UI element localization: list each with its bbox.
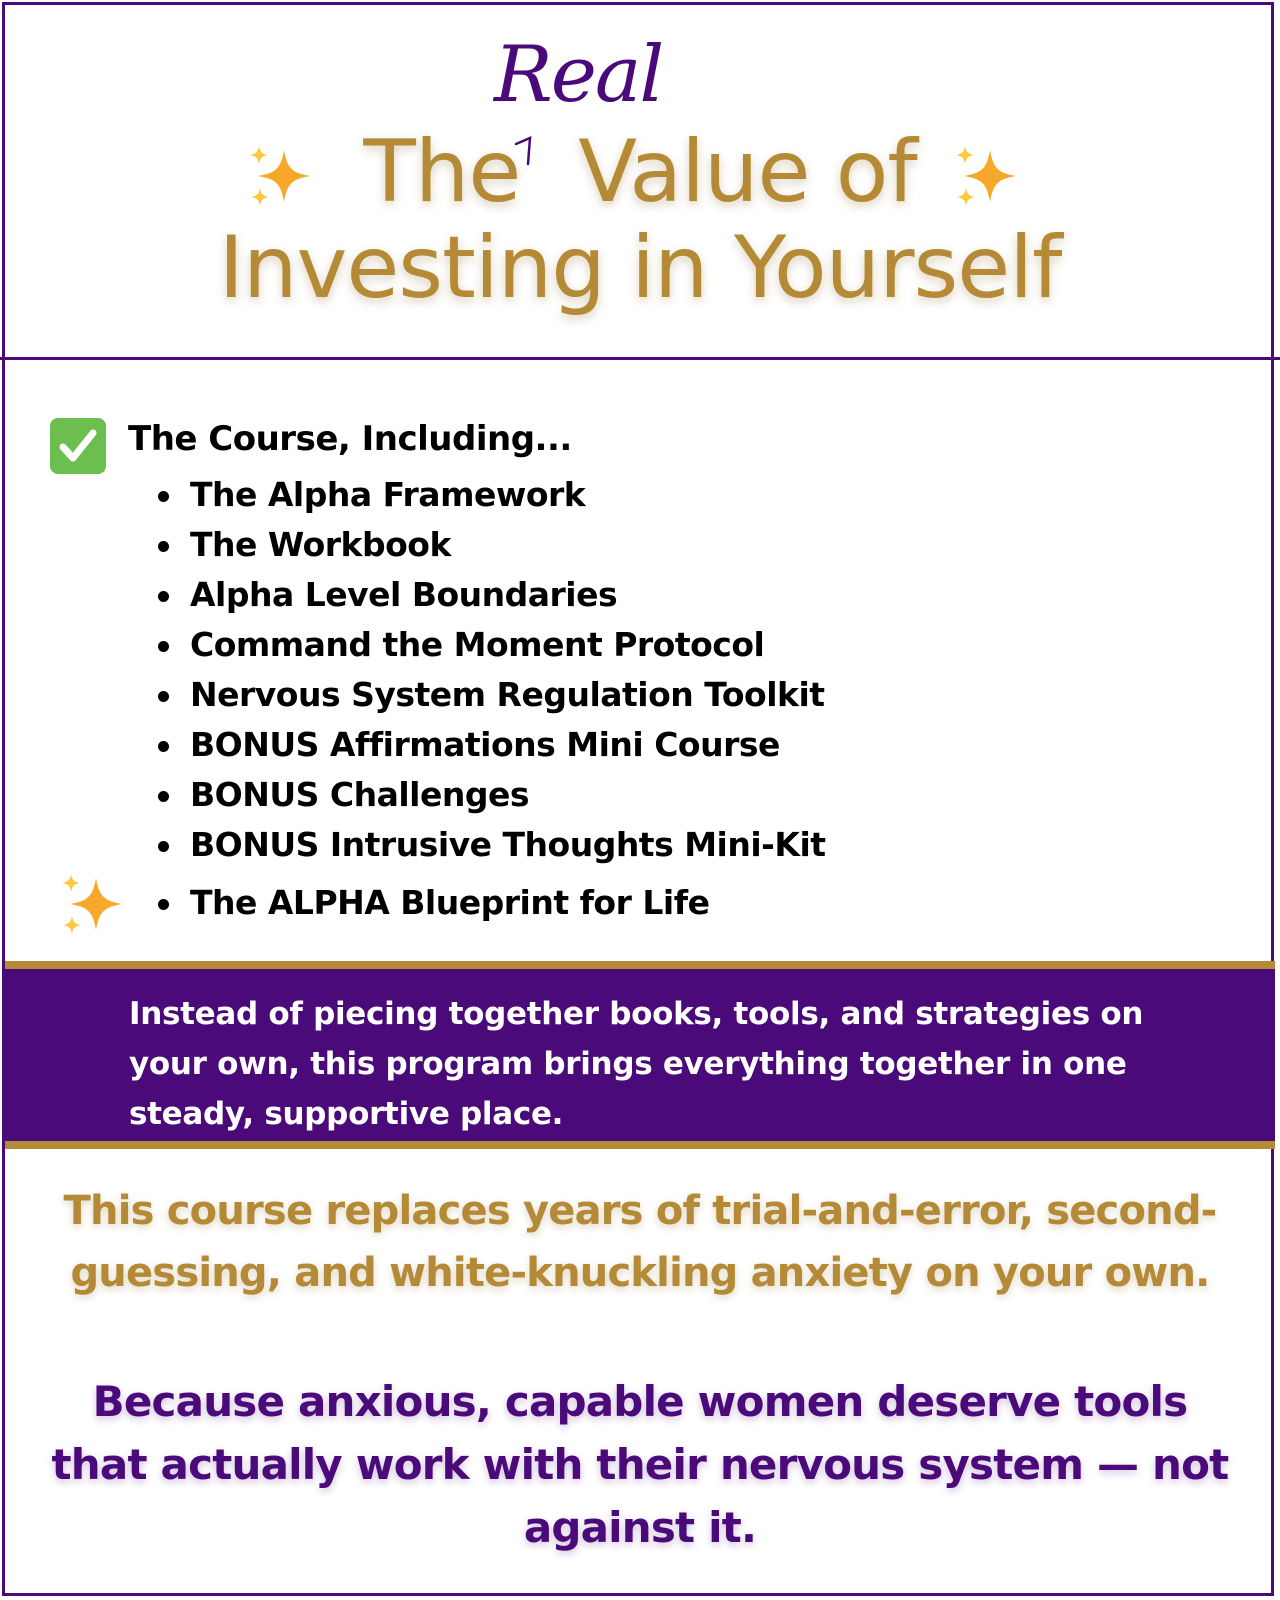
list-item: [150, 720, 826, 770]
check-mark-button-icon: [50, 418, 106, 474]
list-item: [150, 520, 826, 570]
list-item-label: The Workbook: [190, 525, 451, 564]
replaces-statement: This course replaces years of trial-and-error, second-guessing, and white-knuckling anxiety on your own.: [63, 1188, 1217, 1296]
list-item-label: Nervous System Regulation Toolkit: [190, 675, 825, 714]
list-item: [150, 470, 826, 520]
title-line-1: [0, 122, 1280, 222]
bullet-icon: [158, 899, 169, 910]
bullet-icon: [158, 591, 169, 602]
list-item-label: BONUS Affirmations Mini Course: [190, 725, 780, 764]
list-item: [150, 670, 826, 720]
sparkles-icon: [58, 870, 130, 942]
summary-text: Instead of piecing together books, tools, and strategies on your own, this program brings everything together in one steady, supportive place.: [129, 996, 1144, 1132]
list-item-label: BONUS Challenges: [190, 775, 529, 814]
mission-statement: Because anxious, capable women deserve tools that actually work with their nervous system — not against it.: [51, 1377, 1229, 1552]
bullet-icon: [158, 691, 169, 702]
list-item: [150, 620, 826, 670]
title-accent-word: Real: [494, 30, 663, 120]
course-item-list: [150, 470, 826, 928]
title-line-2: Investing in Yourself: [218, 218, 1062, 318]
list-item-label: Alpha Level Boundaries: [190, 575, 618, 614]
bullet-icon: [158, 641, 169, 652]
course-heading: The Course, Including...: [128, 419, 572, 459]
list-item: [150, 570, 826, 620]
list-item: [150, 878, 826, 928]
list-item-label: BONUS Intrusive Thoughts Mini-Kit: [190, 825, 826, 864]
title-rest-line-1: Value of: [578, 122, 917, 222]
bullet-icon: [158, 791, 169, 802]
list-item: [150, 820, 826, 870]
bullet-icon: [158, 541, 169, 552]
title-header: [0, 0, 1280, 360]
summary-band: [5, 961, 1275, 1149]
list-item-label: The ALPHA Blueprint for Life: [190, 883, 710, 922]
title-word-the: The: [363, 122, 521, 222]
list-item-label: Command the Moment Protocol: [190, 625, 765, 664]
bullet-icon: [158, 741, 169, 752]
list-item: [150, 770, 826, 820]
bullet-icon: [158, 841, 169, 852]
list-item-label: The Alpha Framework: [190, 475, 586, 514]
bullet-icon: [158, 491, 169, 502]
